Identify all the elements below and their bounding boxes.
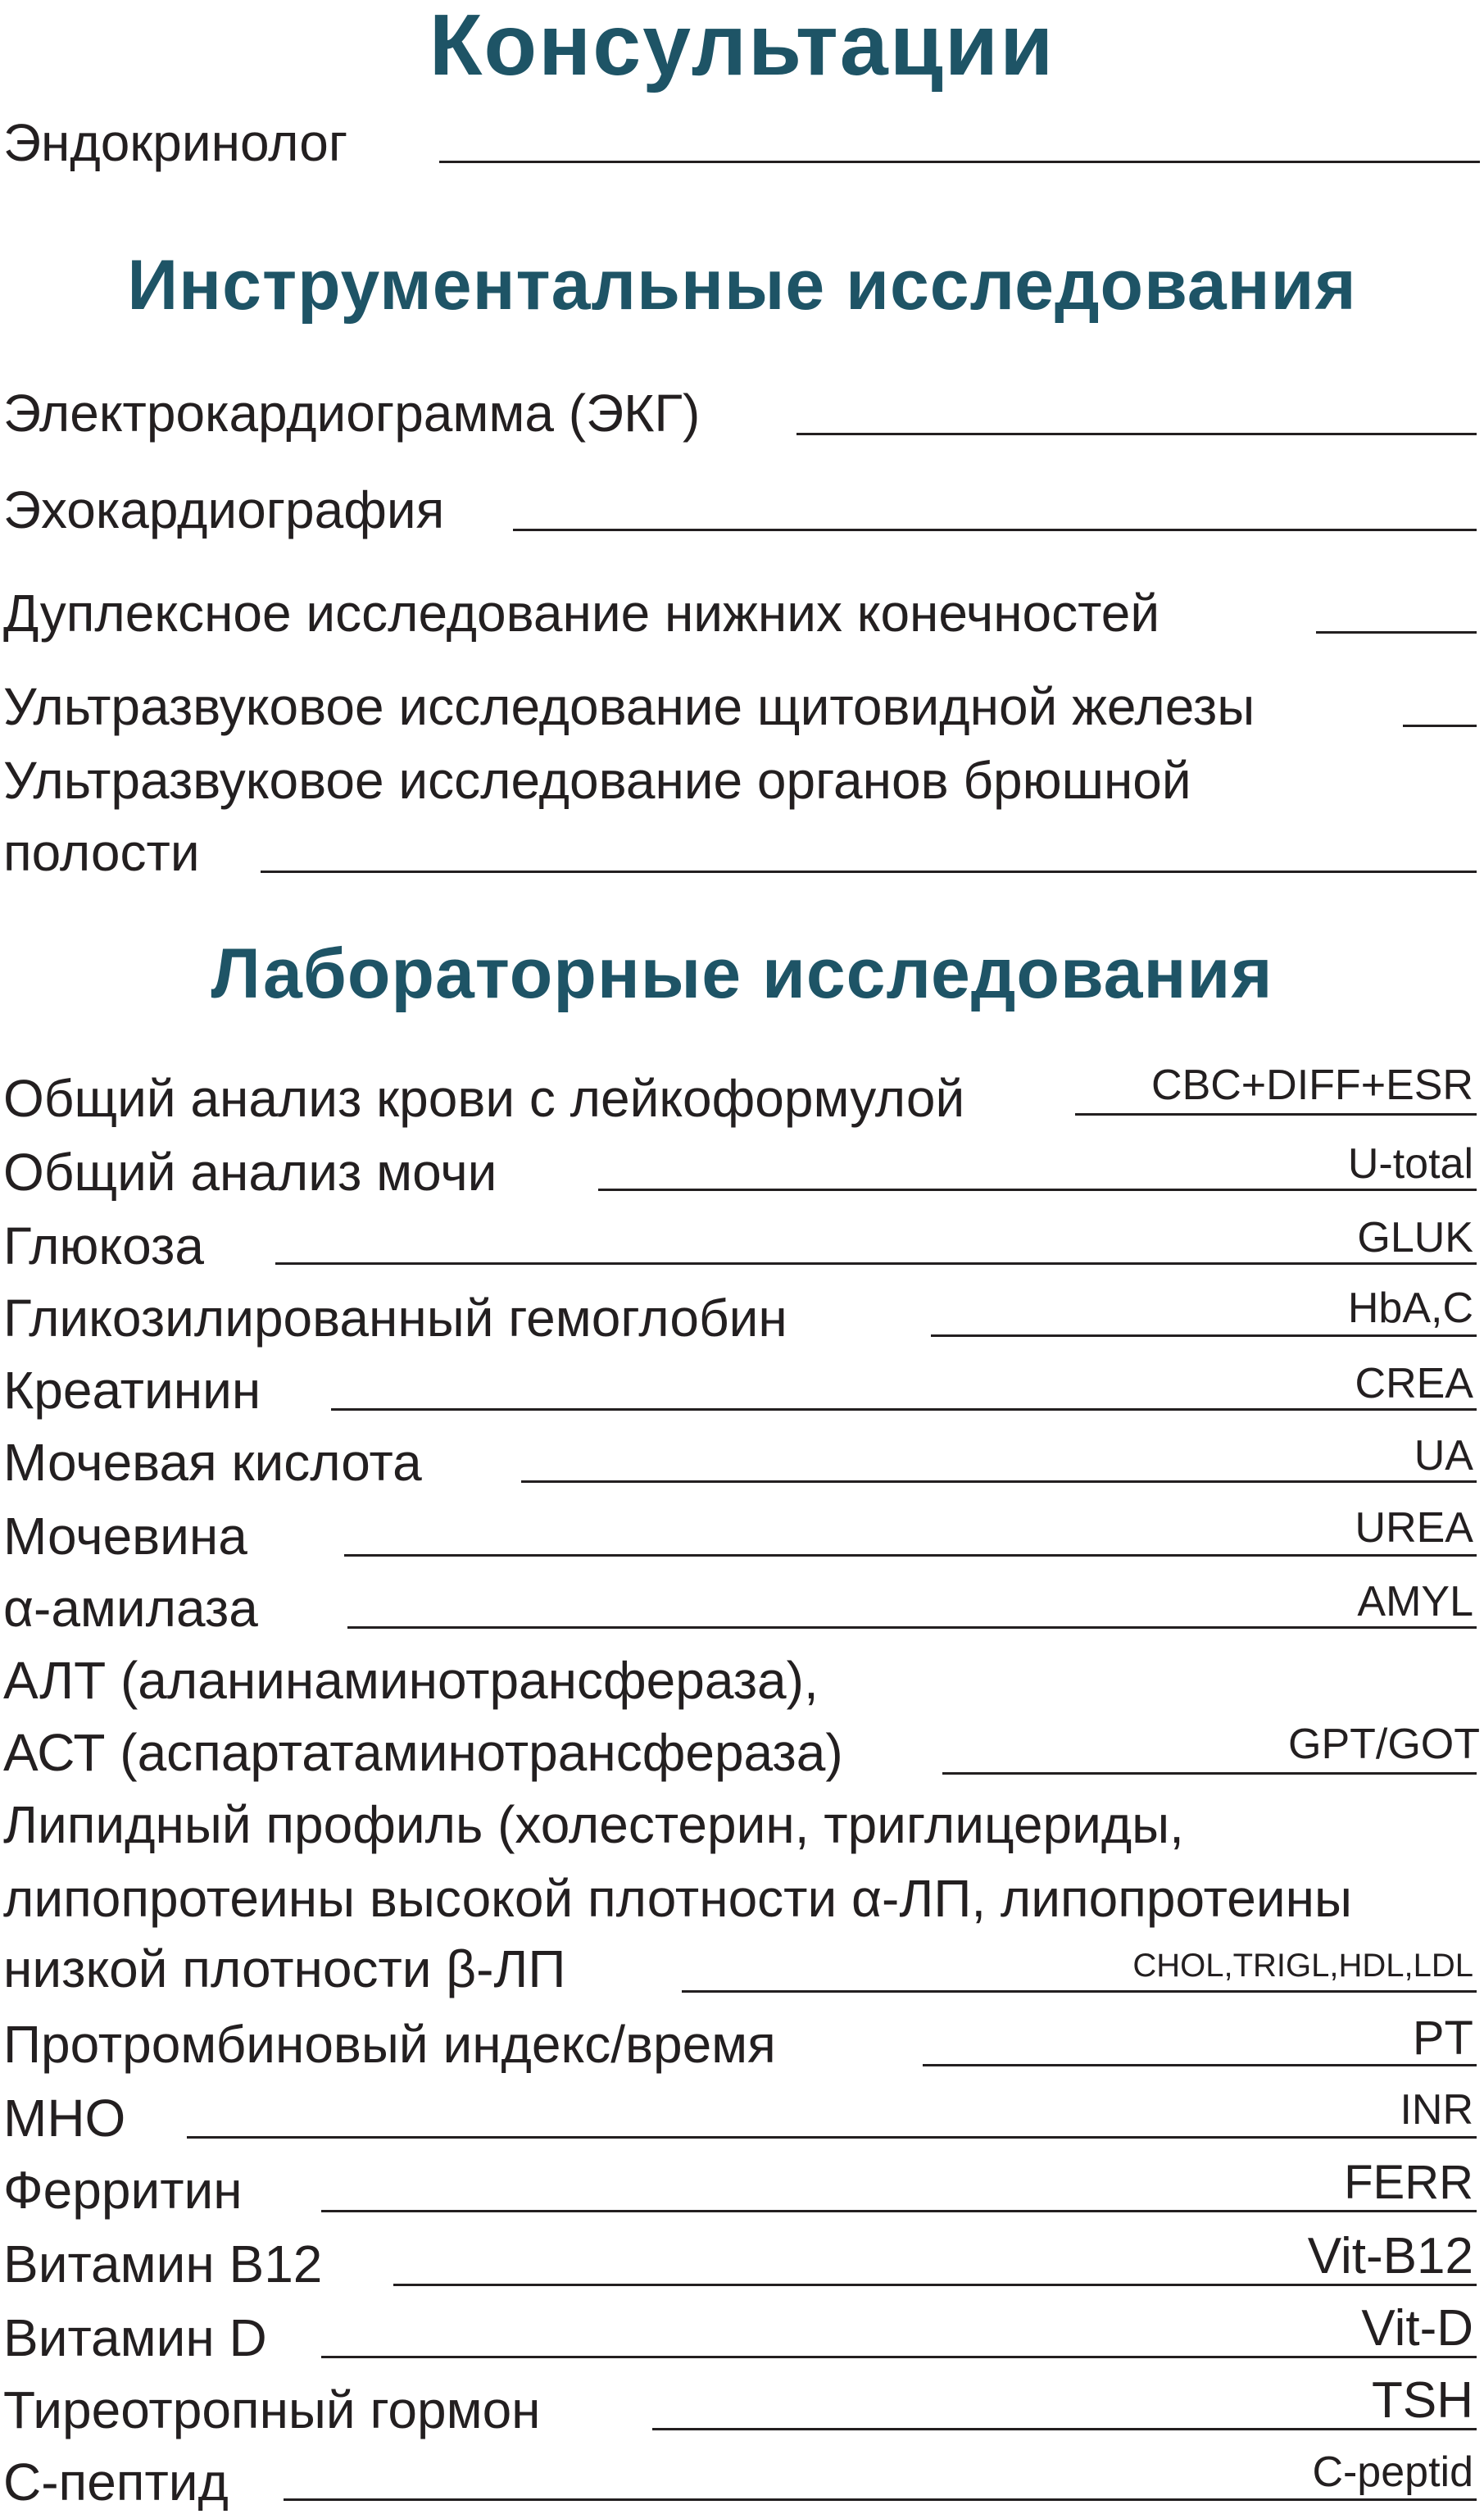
lab-code: HbA,C [1347,1284,1473,1332]
lab-code: AMYL [1357,1578,1473,1625]
entry-line [923,2064,1477,2066]
instrumental-label-continuation: полости [3,823,200,882]
entry-line [521,1480,1477,1483]
entry-line [284,2498,1477,2501]
lab-label: Общий анализ мочи [3,1143,497,1202]
instrumental-label: Ультразвуковое исследование щитовидной железы [3,677,1255,736]
lab-label: Общий анализ крови с лейкоформулой [3,1069,965,1128]
lab-code: UREA [1355,1504,1473,1552]
consultations-heading: Консультации [429,0,1055,93]
instrumental-label: Электрокардиограмма (ЭКГ) [3,384,701,443]
lab-code: UA [1414,1432,1473,1480]
lab-code: PT [1412,2012,1473,2065]
lab-code: FERR [1344,2156,1473,2209]
lab-label: Протромбиновый индекс/время [3,2015,776,2074]
entry-line [347,1626,1477,1629]
entry-line [344,1554,1477,1557]
lab-label-continuation: АСТ (аспартатаминотрансфераза) [3,1723,843,1782]
entry-line [1403,725,1477,727]
entry-line [187,2136,1477,2139]
lab-label: АЛТ (аланинаминотрансфераза), [3,1651,819,1710]
entry-line [321,2210,1477,2212]
consultation-label: Эндокринолог [3,113,348,172]
instrumental-label: Эхокардиография [3,480,445,539]
lab-code: C-peptid [1312,2448,1473,2496]
lab-label: Витамин D [3,2308,267,2367]
entry-line [931,1334,1477,1337]
lab-label: Тиреотропный гормон [3,2380,541,2439]
entry-line [682,1990,1477,1993]
lab-code: INR [1400,2086,1473,2134]
lab-label: Гликозилированный гемоглобин [3,1289,787,1348]
lab-label: Ферритин [3,2161,243,2220]
instrumental-heading: Инструментальные исследования [127,246,1357,325]
lab-code: CHOL,TRIGL,HDL,LDL [1132,1948,1473,1984]
entry-line [261,871,1477,873]
lab-label: Мочевина [3,1507,247,1566]
lab-label: С-пептид [3,2453,229,2512]
lab-label-continuation: липопротеины высокой плотности α-ЛП, липопротеины [3,1869,1352,1928]
lab-code: TSH [1372,2372,1473,2429]
entry-line [331,1408,1477,1411]
instrumental-label: Ультразвуковое исследование органов брюшной [3,751,1191,810]
lab-label-continuation: низкой плотности β-ЛП [3,1939,566,1998]
entry-line [275,1262,1477,1265]
lab-label: МНО [3,2089,126,2148]
entry-line [942,1772,1477,1775]
lab-code: Vit-B12 [1307,2228,1473,2284]
lab-label: Креатинин [3,1361,261,1420]
lab-label: Глюкоза [3,1216,204,1275]
lab-label: Витамин B12 [3,2234,323,2294]
lab-label: Липидный профиль (холестерин, триглицериды, [3,1795,1184,1854]
lab-code: CBC+DIFF+ESR [1151,1062,1473,1109]
entry-line [1316,631,1477,634]
entry-line [321,2356,1477,2358]
laboratory-heading: Лабораторные исследования [211,934,1273,1013]
entry-line [796,433,1477,435]
lab-code: CREA [1355,1360,1473,1407]
entry-line [652,2428,1477,2430]
lab-code: GLUK [1357,1214,1473,1262]
entry-line [598,1189,1477,1191]
entry-line [513,529,1477,531]
lab-code: Vit-D [1361,2300,1473,2357]
entry-line [1075,1113,1477,1116]
instrumental-label: Дуплексное исследование нижних конечностей [3,584,1160,643]
lab-code: U-total [1347,1140,1473,1188]
lab-code: GPT/GOT [1288,1721,1480,1768]
lab-label: α-амилаза [3,1579,258,1638]
entry-line [439,161,1480,163]
lab-label: Мочевая кислота [3,1433,422,1492]
